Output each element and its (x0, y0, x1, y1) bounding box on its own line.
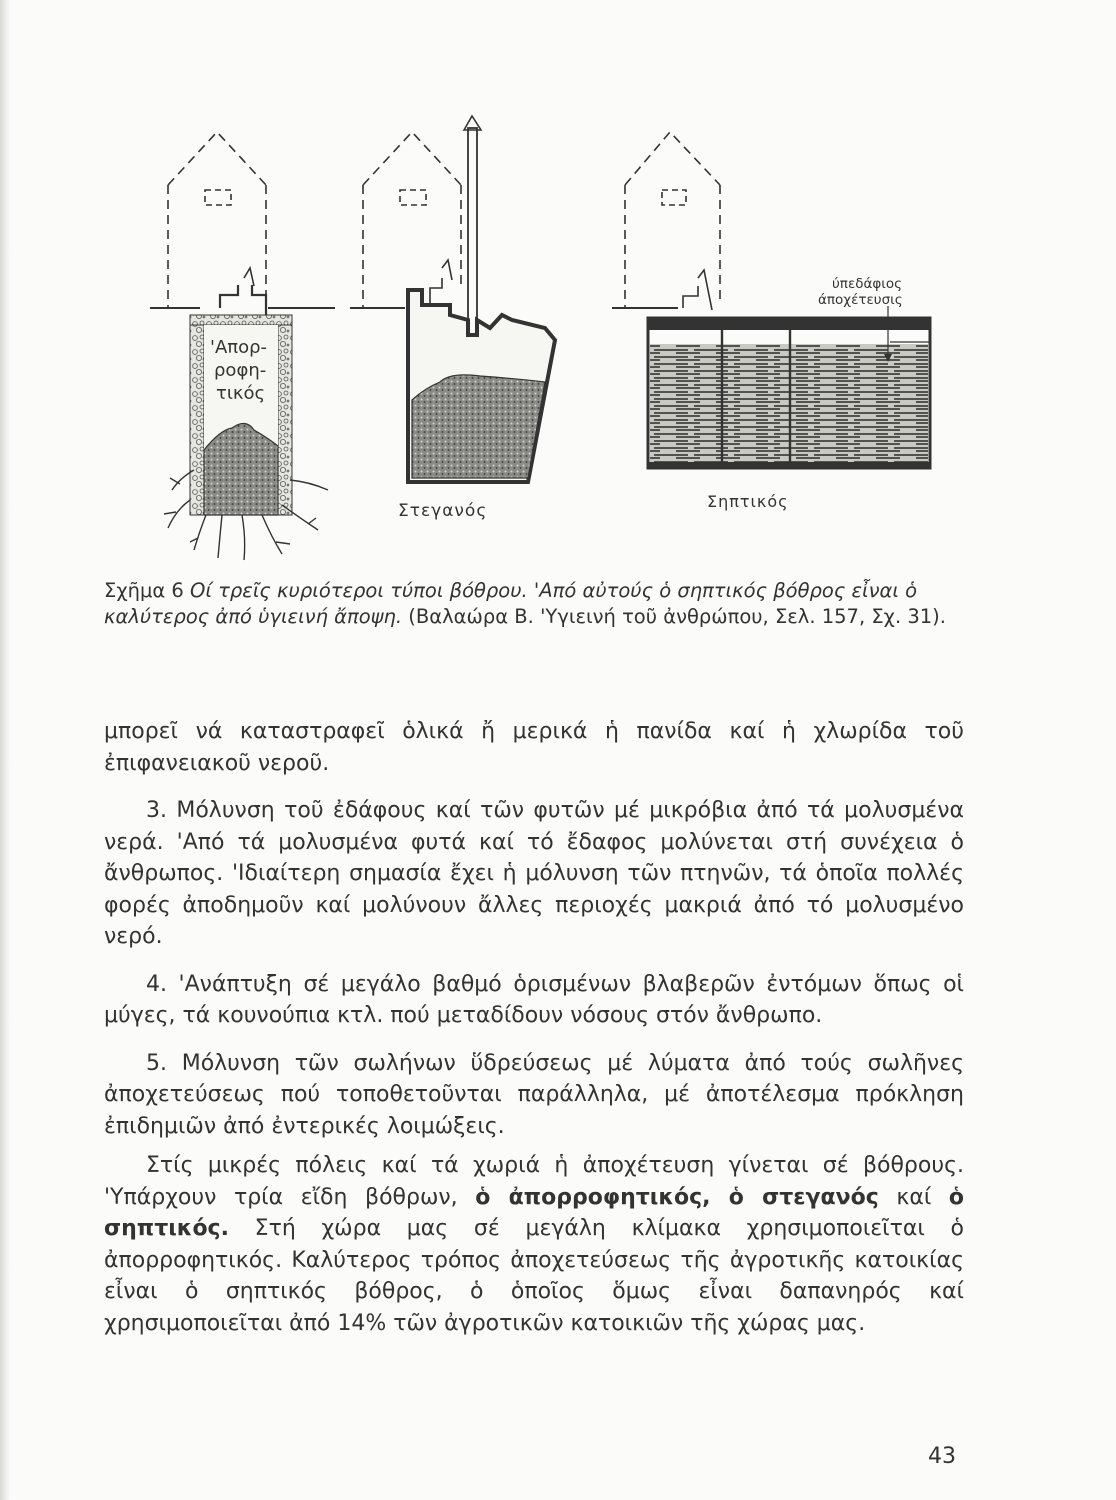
label-absorbing-line1: 'Απορ- (210, 337, 268, 358)
p6-bold-septic: ὁ σηπτικός. (104, 1184, 964, 1241)
label-absorbing-line2: ροφη- (214, 360, 267, 381)
paragraph-3: 3. Μόλυνση τοῦ ἐδάφους καί τῶν φυτῶν μέ μικρόβια ἀπό τά μολυσμένα νερά. 'Από τά μολυσμένα φυτά καί τό ἔδαφος μολύνεται στή συνέχεια ὁ ἄνθρωπος. 'Ιδιαίτερη σημασία ἔχει ἡ μόλυνση τῶν πτηνῶν, τά ὁποῖα πολλές φορές ἀποδημοῦν καί μολύνουν ἄλλες περιοχές μακριά ἀπό τό μολυσμένο νερό. (104, 798, 964, 949)
p6-end: Στή χώρα μας σέ μεγάλη κλίμακα χρησιμοποιεῖται ὁ ἀπορροφητικός. Καλύτερος τρόπος ἀποχετεύσεως τῆς ἀγροτικῆς κατοικίας εἶναι ὁ σηπτικός βόθρος, ὁ ὁποῖος ὅμως εἶναι δαπανηρός καί χρησιμοποιεῖται ἀπό 14% τῶν ἀγροτικῶν κατοικιῶν τῆς χώρας μας. (104, 1216, 964, 1336)
label-drain-line2: άποχέτευσις (818, 292, 903, 308)
p6-start: Στίς μικρές πόλεις καί τά χωριά ἡ ἀποχέτευση γίνεται σέ βόθρους. 'Υπάρχουν τρία εἴδη βόθρων, (104, 1153, 964, 1210)
label-drain-line1: ύπεδάφιος (832, 276, 903, 292)
p6-bold-types: ὁ ἀπορροφητικός, ὁ στεγανός (475, 1184, 879, 1210)
cesspit-types-figure (150, 110, 950, 570)
paragraph-6 (104, 1150, 964, 1339)
caption-source: (Βαλαώρα Β. 'Υγιεινή τοῦ ἀνθρώπου, Σελ. 157, Σχ. 31). (408, 605, 946, 628)
caption-text: Οί τρεῖς κυριότεροι τύποι βόθρου. 'Από αὐτούς ὁ σηπτικός βόθρος εἶναι ὁ καλύτερος ἀπό ὑγιεινή ἄποψη. (104, 579, 918, 628)
page-number: 43 (928, 1444, 956, 1469)
label-sealed: Στεγανός (398, 501, 488, 521)
body-text (104, 716, 964, 1339)
caption-lead: Σχῆμα 6 (104, 579, 184, 602)
paragraph-5: 5. Μόλυνση τῶν σωλήνων ὕδρεύσεως μέ λύματα ἀπό τούς σωλῆνες ἀποχετεύσεως πού τοποθετοῦνται παράλληλα, μέ ἀποτέλεσμα πρόκληση ἐπιδημιῶν ἀπό ἐντερικές λοιμώξεις. (104, 1050, 964, 1139)
label-septic: Σηπτικός (707, 492, 789, 511)
p6-mid: καί (878, 1184, 949, 1210)
figure-caption (104, 578, 964, 630)
paragraph-4: 4. 'Ανάπτυξη σέ μεγάλο βαθμό ὁρισμένων βλαβερῶν ἐντόμων ὅπως οἱ μύγες, τά κουνούπια κτλ. πού μεταδίδουν νόσους στόν ἄνθρωπο. (104, 971, 964, 1028)
label-absorbing-line3: τικός (216, 383, 266, 404)
house-sealed (363, 132, 461, 308)
paragraph-1: μπορεῖ νά καταστραφεῖ ὁλικά ἤ μερικά ἡ πανίδα καί ἡ χλωρίδα τοῦ ἐπιφανειακοῦ νεροῦ. (104, 719, 964, 776)
page-edge-shadow (0, 0, 10, 1500)
house-absorbing (168, 132, 266, 308)
